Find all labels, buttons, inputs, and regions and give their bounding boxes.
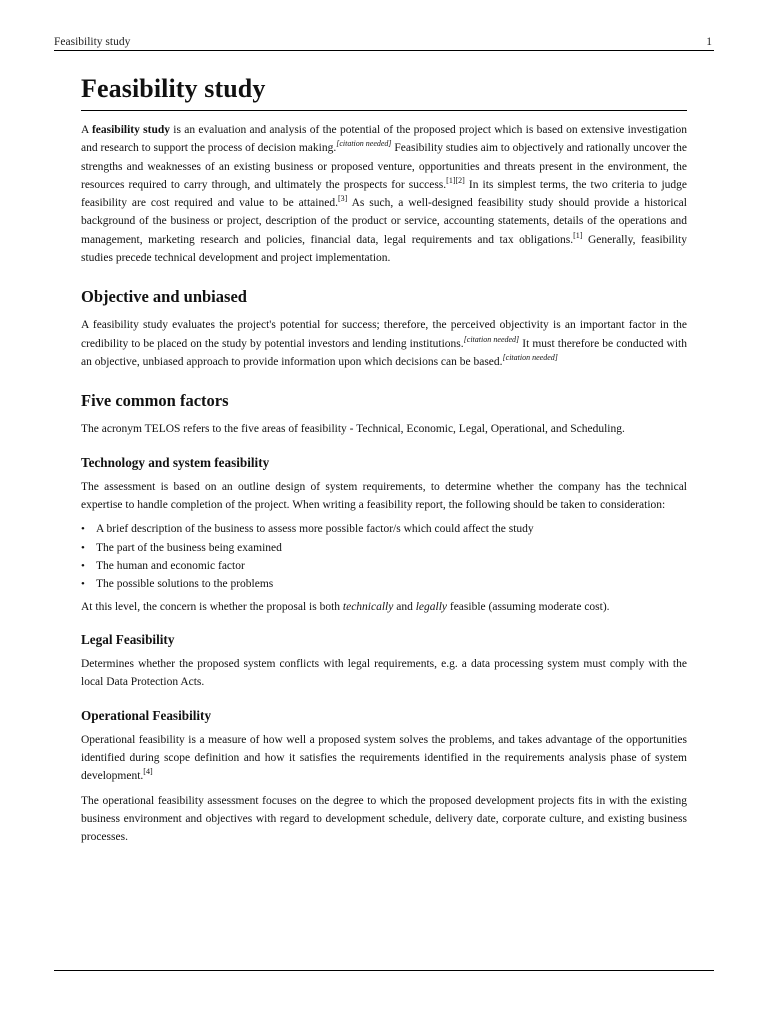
section-heading-five-factors: Five common factors (81, 391, 229, 411)
list-item-text: The possible solutions to the problems (96, 578, 274, 591)
objective-paragraph (81, 316, 687, 371)
intro-text-2: is an evaluation and analysis of the potential of the proposed project which is based on extensive investigation and research to support the process of decision making. (81, 124, 687, 155)
conclusion-text-3: feasible (assuming moderate cost). (447, 600, 610, 613)
citation-needed-text[interactable]: [citation needed] (502, 352, 558, 362)
article-body (81, 72, 687, 852)
list-item (81, 520, 687, 538)
citation-link[interactable]: [4] (143, 767, 153, 777)
intro-bold-term: feasibility study (91, 124, 170, 136)
bullet-glyph: • (81, 578, 85, 591)
bullet-glyph: • (81, 523, 85, 536)
citation-needed-text[interactable]: [citation needed] (336, 139, 392, 149)
bullet-glyph: • (81, 541, 85, 554)
header-divider (54, 50, 714, 51)
list-item-text: A brief description of the business to assess more possible factor/s which could affect the study (96, 523, 534, 536)
technology-bullet-list (81, 520, 687, 594)
five-factors-paragraph: The acronym TELOS refers to the five areas of feasibility - Technical, Economic, Legal, Operational, and Scheduling. (81, 423, 625, 436)
list-item (81, 539, 687, 557)
subsection-heading-legal: Legal Feasibility (81, 632, 175, 648)
technology-paragraph: The assessment is based on an outline design of system requirements, to determine whether the company has the technical expertise to handle completion of the project. When writing a feasibility report, the following should be taken to consideration: (81, 480, 687, 511)
list-item-text: The part of the business being examined (96, 541, 282, 554)
citation-needed-text[interactable]: [citation needed] (463, 334, 520, 344)
operational-paragraph-1 (81, 731, 687, 786)
operational-text-1: Operational feasibility is a measure of how well a proposed system solves the problems, and takes advantage of the opportunities identified during scope definition and how it satisfies the requirements identified in the requirements analysis phase of system development. (81, 733, 687, 783)
intro-text-6: Generally, feasibility studies precede technical development and project implementation. (81, 233, 687, 265)
intro-text-4: In its simplest terms, the two criteria to judge feasibility are cost required and value to be attained. (81, 178, 688, 210)
article-title: Feasibility study (81, 74, 266, 103)
title-divider (81, 110, 687, 111)
emphasis-legally: legally (415, 600, 447, 613)
list-item (81, 557, 687, 575)
objective-text-2: It must therefore be conducted with an objective, unbiased approach to provide information upon which decisions can be based. (81, 337, 687, 368)
subsection-heading-technology: Technology and system feasibility (81, 454, 270, 470)
list-item-text: The human and economic factor (96, 559, 245, 572)
list-item (81, 575, 687, 593)
page-number: 1 (706, 36, 712, 48)
citation-needed-link[interactable] (503, 353, 558, 362)
operational-paragraph-2: The operational feasibility assessment focuses on the degree to which the proposed development projects fits in with the existing business environment and objectives with regard to development schedule, delivery date, corporate culture, and existing business processes. (81, 794, 687, 844)
emphasis-technically: technically (342, 600, 394, 613)
intro-text-3: Feasibility studies aim to objectively and rationally uncover the strengths and weaknesses of an existing business or proposed venture, opportunities and threats present in the environment, the resources required to carry through, and ultimately the prospects for success. (81, 142, 687, 191)
conclusion-text-1: At this level, the concern is whether the proposal is both (81, 600, 343, 613)
section-heading-objective: Objective and unbiased (81, 287, 247, 307)
citation-link[interactable]: [1][2] (446, 175, 465, 185)
footer-divider (54, 970, 714, 971)
citation-needed-link[interactable] (464, 335, 520, 344)
citation-link[interactable]: [1] (573, 230, 583, 240)
running-header-title: Feasibility study (54, 36, 131, 48)
technology-conclusion (81, 598, 687, 616)
conclusion-text-2: and (393, 600, 416, 613)
citation-needed-link[interactable] (336, 139, 391, 148)
bullet-glyph: • (81, 559, 85, 572)
intro-text-5: As such, a well-designed feasibility study should provide a historical background of the business or project, description of the product or service, accounting statements, details of the operations and management, marketing research and policies, financial data, legal requirements and tax obligations. (81, 197, 687, 246)
subsection-heading-operational: Operational Feasibility (81, 707, 212, 723)
intro-text-1: A (81, 124, 92, 136)
legal-paragraph: Determines whether the proposed system conflicts with legal requirements, e.g. a data processing system must comply with the local Data Protection Acts. (81, 658, 687, 689)
citation-link[interactable]: [3] (337, 194, 348, 204)
objective-text-1: A feasibility study evaluates the project's potential for success; therefore, the perceived objectivity is an important factor in the credibility to be placed on the study by potential investors and lending institutions. (81, 319, 687, 350)
intro-paragraph (81, 121, 687, 267)
